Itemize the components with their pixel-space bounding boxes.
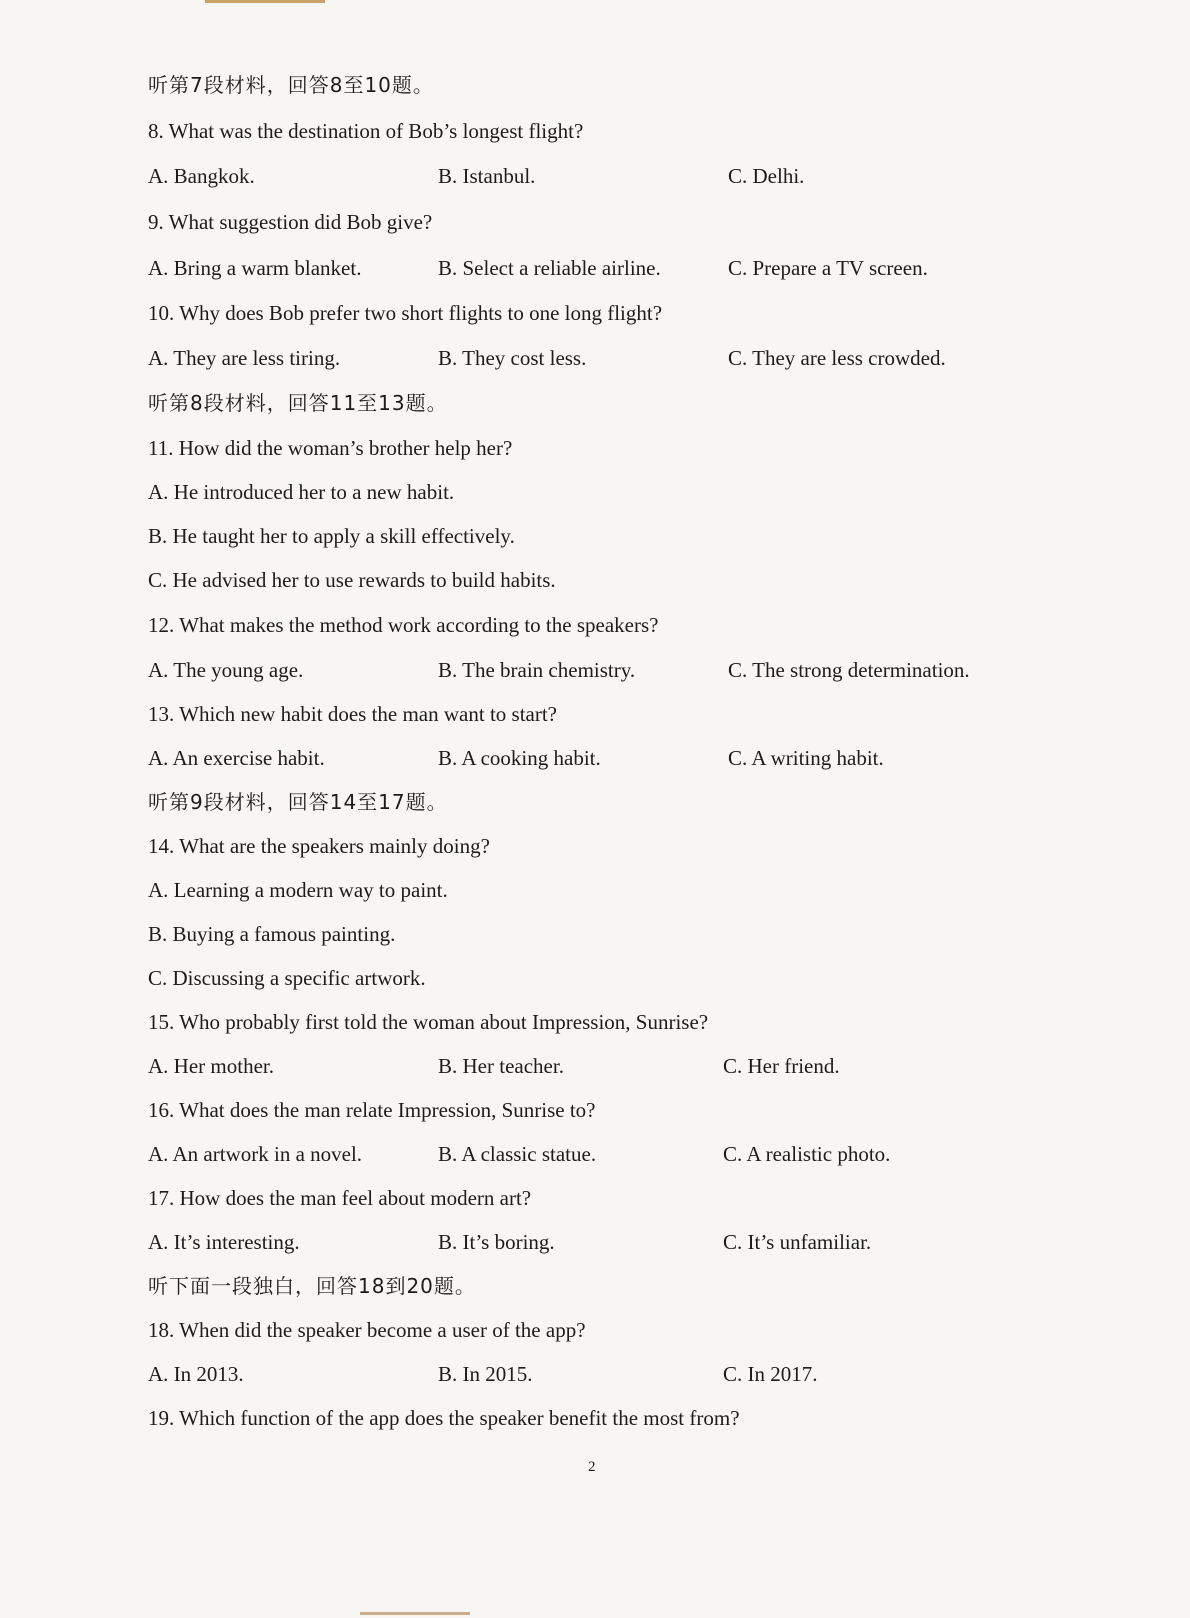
question-stem: 17. How does the man feel about modern art? [148,1186,532,1210]
option-b: B. Buying a famous painting. [148,922,396,946]
option-b: B. The brain chemistry. [438,658,636,682]
option-b: B. A cooking habit. [438,746,601,770]
question-stem: 16. What does the man relate Impression, Sunrise to? [148,1098,596,1122]
option-c: C. In 2017. [723,1362,818,1386]
option-a: A. The young age. [148,658,304,682]
option-a: A. Learning a modern way to paint. [148,878,448,902]
option-b: B. A classic statue. [438,1142,597,1166]
option-c: C. Prepare a TV screen. [728,256,928,280]
option-c: C. He advised her to use rewards to build habits. [148,568,556,592]
question-stem: 12. What makes the method work according to the speakers? [148,613,659,637]
option-b: B. In 2015. [438,1362,533,1386]
question-stem: 14. What are the speakers mainly doing? [148,834,490,858]
option-b: B. It’s boring. [438,1230,555,1254]
page-edge-mark-bottom [360,1612,470,1615]
option-c: C. It’s unfamiliar. [723,1230,872,1254]
option-b: B. He taught her to apply a skill effectively. [148,524,515,548]
option-a: A. An artwork in a novel. [148,1142,363,1166]
section-heading: 听第8段材料，回答11至13题。 [148,391,448,415]
section-heading: 听第7段材料，回答8至10题。 [148,73,434,97]
option-c: C. They are less crowded. [728,346,946,370]
question-stem: 18. When did the speaker become a user of the app? [148,1318,586,1342]
option-a: A. He introduced her to a new habit. [148,480,455,504]
option-b: B. Istanbul. [438,164,536,188]
section-heading: 听第9段材料，回答14至17题。 [148,790,448,814]
page-number: 2 [588,1459,596,1475]
option-a: A. In 2013. [148,1362,244,1386]
option-b: B. They cost less. [438,346,587,370]
option-c: C. A writing habit. [728,746,884,770]
option-a: A. Bangkok. [148,164,255,188]
section-heading: 听下面一段独白，回答18到20题。 [148,1274,476,1298]
option-c: C. A realistic photo. [723,1142,891,1166]
question-stem: 11. How did the woman’s brother help her? [148,436,513,460]
option-a: A. It’s interesting. [148,1230,300,1254]
page-edge-mark-top [205,0,325,3]
option-a: A. Bring a warm blanket. [148,256,362,280]
option-b: B. Select a reliable airline. [438,256,661,280]
option-c: C. Delhi. [728,164,805,188]
question-stem: 9. What suggestion did Bob give? [148,210,433,234]
option-a: A. An exercise habit. [148,746,325,770]
option-c: C. Her friend. [723,1054,840,1078]
question-stem: 8. What was the destination of Bob’s longest flight? [148,119,584,143]
question-stem: 10. Why does Bob prefer two short flights to one long flight? [148,301,663,325]
question-stem: 19. Which function of the app does the speaker benefit the most from? [148,1406,740,1430]
question-stem: 13. Which new habit does the man want to start? [148,702,558,726]
option-b: B. Her teacher. [438,1054,564,1078]
question-stem: 15. Who probably first told the woman about Impression, Sunrise? [148,1010,709,1034]
option-c: C. The strong determination. [728,658,970,682]
option-c: C. Discussing a specific artwork. [148,966,426,990]
option-a: A. They are less tiring. [148,346,341,370]
option-a: A. Her mother. [148,1054,274,1078]
